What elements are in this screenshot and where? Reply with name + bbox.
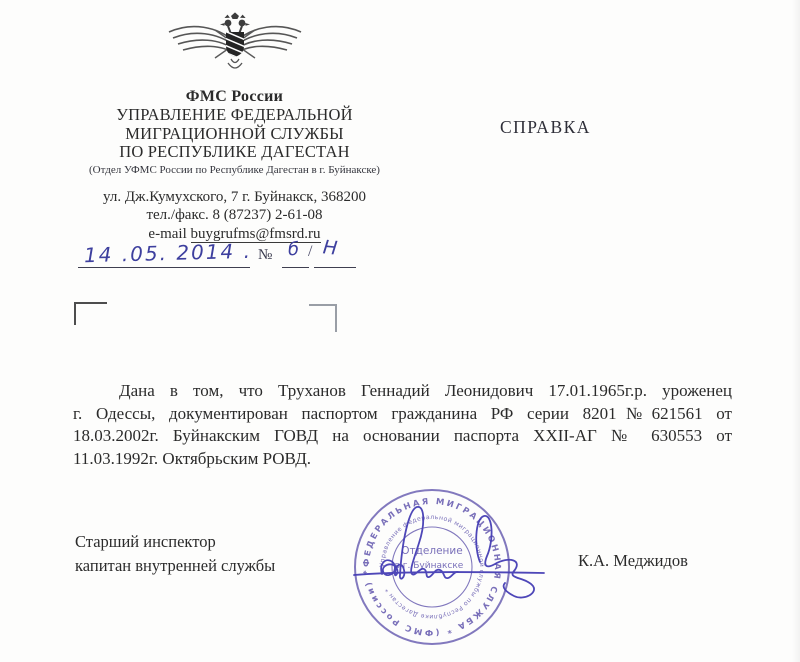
number-separator: / <box>308 243 313 260</box>
stamp-center-line-2: в г. Буйнакске <box>394 561 464 571</box>
corner-bracket-right <box>309 304 337 332</box>
body-line: г. Одессы, документирован паспортом гражданина РФ серии 8201№621561 от <box>73 403 732 423</box>
body-paragraph <box>73 380 732 470</box>
official-round-stamp <box>330 462 560 662</box>
org-name-line1: УПРАВЛЕНИЕ ФЕДЕРАЛЬНОЙ <box>116 105 353 124</box>
position-line-1: Старший инспектор <box>75 532 216 551</box>
body-line: 11.03.1992г. Октябрьским РОВД. <box>73 448 312 468</box>
org-department-line: (Отдел УФМС России по Республике Дагестан в г. Буйнакске) <box>89 163 380 176</box>
position-line-2: капитан внутренней службы <box>75 555 276 575</box>
document-title: СПРАВКА <box>500 117 591 137</box>
letterhead <box>62 12 407 243</box>
handwritten-date: 14 .05. 2014 . <box>83 238 253 268</box>
phone-line: тел./факс. 8 (87237) 2-61-08 <box>146 207 323 223</box>
number-form-line-2 <box>314 267 356 268</box>
handwritten-number-suffix: Н <box>321 236 339 260</box>
signatory-position <box>75 530 275 577</box>
date-form-line <box>78 267 250 268</box>
body-line: Дана в том, что Труханов Геннадий Леонидович 17.01.1965г.р. уроженец <box>119 381 732 400</box>
body-line: 18.03.2002г. Буйнакским ГОВД на основании паспорта XXII-АГ № 630553 от <box>73 426 732 445</box>
org-name-line3: ПО РЕСПУБЛИКЕ ДАГЕСТАН <box>119 142 350 161</box>
stamp-center-line-1: Отделение <box>401 545 463 557</box>
stamp-inner-ring-text: Управление федеральной миграционной службы по Республике Дагестан * <box>378 513 486 621</box>
handwritten-number: б <box>287 238 300 261</box>
signer-name: К.А. Меджидов <box>578 551 688 570</box>
fms-double-headed-eagle-emblem <box>62 12 407 84</box>
number-sign: № <box>258 247 273 263</box>
email-address: buygrufms@fmsrd.ru <box>190 225 321 242</box>
org-name-line2: МИГРАЦИОННОЙ СЛУЖБЫ <box>125 123 344 143</box>
corner-bracket-left <box>74 302 107 325</box>
address-line: ул. Дж.Кумухского, 7 г. Буйнакск, 368200 <box>103 188 366 205</box>
email-label: e-mail <box>148 225 191 242</box>
number-form-line-1 <box>282 267 309 268</box>
org-name-short: ФМС России <box>185 88 284 105</box>
stamp-outer-ring-text: ФЕДЕРАЛЬНАЯ МИГРАЦИОННАЯ СЛУЖБА * (ФМС России) * <box>360 495 504 639</box>
